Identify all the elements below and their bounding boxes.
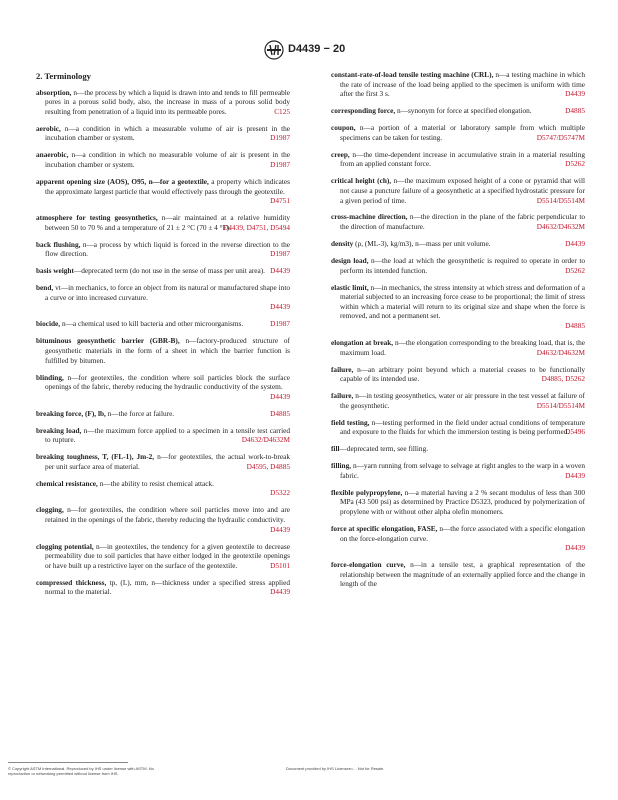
entry-term: atmosphere for testing geosynthetics, <box>36 213 158 223</box>
entry-term: absorption, <box>36 87 72 97</box>
entry-definition: n—the force associated with a specific elongation on the force-elongation curve. <box>340 524 585 543</box>
entry-reference-link[interactable]: D4439 <box>270 524 290 534</box>
entry-definition: n—air maintained at a relative humidity between 50 to 70 % and a temperature of 21 ± 2 °C (70 ± 4 °F). <box>45 213 290 232</box>
entry-definition: n—the elongation corresponding to the breaking load, that is, the maximum load. <box>340 337 585 357</box>
entry-term: clogging potential, <box>36 541 94 551</box>
glossary-entry <box>36 409 290 419</box>
entry-definition: n—the maximum force applied to a specimen in a tensile test carried to rupture. <box>45 425 290 445</box>
entry-term: biocide, <box>36 319 61 329</box>
entry-reference-link[interactable]: D4885 <box>565 106 585 116</box>
entry-reference-link[interactable]: C125 <box>274 106 290 116</box>
entry-reference-link[interactable]: D1987 <box>270 159 290 169</box>
glossary-entry <box>36 283 290 312</box>
entry-term: basis weight <box>36 266 74 276</box>
entry-reference-link[interactable]: D4439 <box>565 239 585 249</box>
entry-term: failure, <box>331 364 354 374</box>
glossary-entry <box>331 418 585 437</box>
glossary-entry <box>331 70 585 99</box>
glossary-entry <box>331 106 585 116</box>
entry-term: creep, <box>331 149 350 159</box>
glossary-entry <box>36 150 290 169</box>
glossary-entry <box>331 560 585 589</box>
entry-definition: n—the maximum exposed height of a cone or pyramid that will not cause a puncture failure of a geosynthetic at a specified hydrostatic pressure for a given period of time. <box>340 176 585 205</box>
entry-term: apparent opening size (AOS), O95, n—for a geotextile, <box>36 176 209 186</box>
entry-definition: n—the ability to resist chemical attack. <box>97 478 214 488</box>
entry-definition: n—for geotextiles, the condition where soil particles move into and are retained in the openings of the fabric, thereby reducing the hydraulic conductivity. <box>45 505 290 525</box>
glossary-entry <box>36 319 290 329</box>
entry-term: filling, <box>331 461 352 471</box>
entry-reference-link[interactable]: D4885 <box>565 321 585 330</box>
left-entries <box>36 88 290 597</box>
entry-definition: n—a process by which liquid is forced in the reverse direction to the flow direction. <box>45 239 290 259</box>
entry-definition: (ρ, (ML-3), kg/m3), n—mass per unit volume. <box>353 239 491 249</box>
section-title: 2. Terminology <box>36 71 91 81</box>
entry-definition: n—in testing geosynthetics, water or air pressure in the test vessel at failure of the geosynthetic. <box>340 391 585 410</box>
entry-definition: n—synonym for force at specified elongation. <box>395 106 532 116</box>
entry-reference-link[interactable]: D4439 <box>270 391 290 401</box>
entry-definition: n—for geotextiles, the actual work-to-break per unit surface area of material. <box>45 452 290 471</box>
entry-reference-link[interactable]: D1987 <box>270 133 290 143</box>
entry-definition: n—a material having a 2 % secant modulus of less than 300 MPa (43 500 psi) as determined by Practice D5323, produced by polymerization of propylene with or without other alpha olefin monomers. <box>340 487 585 517</box>
entry-reference-link[interactable]: D4885 <box>270 408 290 418</box>
entry-term: critical height (ch), <box>331 176 392 186</box>
entry-definition: n—the force at failure. <box>105 408 175 418</box>
glossary-entry <box>331 365 585 384</box>
glossary-entry <box>331 444 585 454</box>
entry-reference-link[interactable]: D4439 <box>565 89 585 99</box>
entry-definition: n—for geotextiles, the condition where soil particles block the surface openings of the fabric, thereby reducing the hydraulic conductivity of the system. <box>45 372 290 392</box>
entry-reference-link[interactable]: D1987 <box>270 319 290 329</box>
entry-term: flexible polypropylene, <box>331 487 403 497</box>
right-column <box>331 70 585 596</box>
glossary-entry <box>36 177 290 206</box>
entry-term: anaerobic, <box>36 150 69 160</box>
entry-term: clogging, <box>36 505 64 515</box>
entry-definition: n—yarn running from selvage to selvage at right angles to the warp in a woven fabric. <box>340 461 585 480</box>
entry-reference-link[interactable]: D5496 <box>565 427 585 437</box>
glossary-entry <box>36 426 290 445</box>
glossary-entry <box>331 212 585 231</box>
entry-reference-link[interactable]: D4439 <box>565 543 585 553</box>
entry-definition: n—the process by which a liquid is drawn into and tends to fill permeable pores in a porous solid body, also, the increase in mass of a porous solid body resulting from penetration of a liquid into its permeable pores. <box>45 87 290 116</box>
glossary-entry <box>36 336 290 365</box>
entry-definition: n—testing performed in the field under actual conditions of temperature and exposure to the fluids for which the immersion testing is being performed. <box>340 417 585 437</box>
entry-definition: n—a chemical used to kill bacteria and other microorganisms. <box>60 319 244 329</box>
entry-reference-link[interactable]: D5262 <box>565 265 585 275</box>
entry-term: coupon, <box>331 123 356 133</box>
entry-definition: tp, (L), mm, n—thickness under a specified stress applied normal to the material. <box>45 577 290 597</box>
entry-term: blinding, <box>36 372 64 382</box>
entry-definition: vt—in mechanics, to force an object from its natural or manufactured shape into a curve or into increased curvature. <box>45 283 290 302</box>
glossary-entry <box>331 239 585 249</box>
glossary-entry <box>36 578 290 597</box>
entry-definition: a property which indicates the approximate largest particle that would effectively pass through the geotextile. <box>45 176 291 196</box>
glossary-entry <box>331 256 585 275</box>
entry-term: density <box>331 239 354 249</box>
glossary-entry <box>36 88 290 117</box>
entry-term: aerobic, <box>36 123 61 133</box>
entry-reference-link[interactable]: D5747/D5747M <box>536 132 585 142</box>
footer-rule <box>8 762 128 763</box>
entry-term: chemical resistance, <box>36 478 98 488</box>
entry-reference-link[interactable]: D5101 <box>270 560 290 570</box>
entry-term: elongation at break, <box>331 337 394 347</box>
glossary-entry <box>331 338 585 357</box>
entry-definition: n—the time-dependent increase in accumulative strain in a material resulting from an applied constant force. <box>340 149 585 169</box>
entry-reference-link[interactable]: D4632/D4632M <box>536 347 585 357</box>
glossary-entry <box>36 124 290 143</box>
entry-definition: n—the load at which the geosynthetic is required to operate in order to perform its intended function. <box>340 256 585 275</box>
entry-reference-link[interactable]: D1987 <box>270 249 290 259</box>
page-header <box>0 40 618 62</box>
glossary-entry <box>36 213 290 232</box>
entry-term: elastic limit, <box>331 282 369 292</box>
glossary-entry <box>331 283 585 331</box>
entry-definition: n—a condition in which no measurable volume of air is present in the incubation chamber or system. <box>45 150 290 169</box>
entry-reference-link[interactable]: D4632/D4632M <box>536 222 585 232</box>
entry-term: bituminous geosynthetic barrier (GBR-B), <box>36 336 180 346</box>
entry-reference-link[interactable]: D4439 <box>270 302 290 312</box>
entry-definition: n—a portion of a material or laboratory sample from which multiple specimens can be taken for testing. <box>340 123 585 142</box>
entry-reference-link[interactable]: D4439, D4751, D5494 <box>223 222 290 232</box>
right-entries <box>331 70 585 589</box>
entry-reference-link[interactable]: D4439 <box>270 266 290 276</box>
left-column <box>36 72 290 604</box>
entry-term: field testing, <box>331 417 370 427</box>
entry-definition: n—the direction in the plane of the fabric perpendicular to the direction of manufacture. <box>340 212 585 232</box>
footer-copyright: © Copyright ASTM International. Reproduced by IHS under license with ASTM. No reproduction or networking permitted without license from IHS. <box>8 766 154 776</box>
glossary-entry <box>331 524 585 553</box>
entry-term: failure, <box>331 391 354 401</box>
entry-reference-link[interactable]: D5514/D5514M <box>536 400 585 410</box>
entry-definition: —deprecated term (do not use in the sense of mass per unit area). <box>73 266 265 276</box>
entry-reference-link[interactable]: D5514/D5514M <box>536 195 585 205</box>
glossary-entry <box>36 505 290 534</box>
glossary-entry <box>36 266 290 276</box>
entry-term: corresponding force, <box>331 106 396 116</box>
entry-definition: n—a condition in which a measurable volume of air is present in the incubation chamber or system. <box>45 123 290 143</box>
entry-definition: n—in mechanics, the stress intensity at which stress and deformation of a material subjected to an increasing force cease to be proportional; the limit of stress within which a material will return to its original size and shape when the force is removed, and not a permanent set. <box>340 282 585 321</box>
entry-term: compressed thickness, <box>36 577 107 587</box>
entry-reference-link[interactable]: D4595, D4885 <box>246 461 290 471</box>
entry-reference-link[interactable]: D4439 <box>270 587 290 597</box>
document-id: D4439 − 20 <box>288 43 346 55</box>
entry-reference-link[interactable]: D5322 <box>270 488 290 498</box>
glossary-entry <box>331 461 585 480</box>
glossary-entry <box>36 542 290 571</box>
glossary-entry <box>36 373 290 402</box>
entry-definition: —deprecated term, see filling. <box>339 444 429 454</box>
entry-term: fill <box>331 444 340 454</box>
glossary-entry <box>331 391 585 410</box>
glossary-entry <box>331 176 585 205</box>
entry-definition: n—a testing machine in which the rate of increase of the load being applied to the specimen is uniform with time after the first 3 s. <box>340 70 585 99</box>
entry-definition: n—an arbitrary point beyond which a material ceases to be functionally capable of its intended use. <box>340 364 585 384</box>
entry-term: breaking toughness, T, (FL-1), Jm-2, <box>36 452 155 462</box>
entry-reference-link[interactable]: D5262 <box>565 159 585 169</box>
glossary-entry <box>36 452 290 471</box>
glossary-entry <box>331 150 585 169</box>
glossary-entry <box>36 240 290 259</box>
entry-term: design load, <box>331 256 369 266</box>
entry-reference-link[interactable]: D4885, D5262 <box>541 374 585 384</box>
entry-term: back flushing, <box>36 239 81 249</box>
glossary-entry <box>331 488 585 517</box>
entry-term: constant-rate-of-load tensile testing machine (CRL), <box>331 70 494 79</box>
entry-definition: n—in a tensile test, a graphical representation of the relationship between the magnitude of an externally applied force and the change in length of the <box>340 560 585 589</box>
entry-reference-link[interactable]: D4632/D4632M <box>241 435 290 445</box>
astm-logo-icon <box>264 40 284 60</box>
glossary-entry <box>331 123 585 142</box>
entry-definition: n—factory-produced structure of geosynthetic materials in the form of a sheet in which the barrier function is fulfilled by bitumen. <box>45 336 290 365</box>
entry-term: force at specific elongation, FASE, <box>331 524 438 534</box>
entry-term: bend, <box>36 283 54 293</box>
entry-reference-link[interactable]: D4751 <box>270 196 290 206</box>
footer-license: Document provided by IHS Licensee=... Not for Resale. <box>286 766 385 771</box>
entry-term: breaking load, <box>36 425 82 435</box>
entry-reference-link[interactable]: D4439 <box>565 470 585 480</box>
entry-term: breaking force, (F), lb, <box>36 408 106 418</box>
entry-definition: n—in geotextiles, the tendency for a given geotextile to decrease permeability due to soil particles that have either lodged in the geotextile openings or have built up a restrictive layer on the surface of the geotextile. <box>45 541 290 570</box>
entry-term: force-elongation curve, <box>331 560 406 570</box>
entry-term: cross-machine direction, <box>331 212 408 222</box>
glossary-entry <box>36 479 290 498</box>
